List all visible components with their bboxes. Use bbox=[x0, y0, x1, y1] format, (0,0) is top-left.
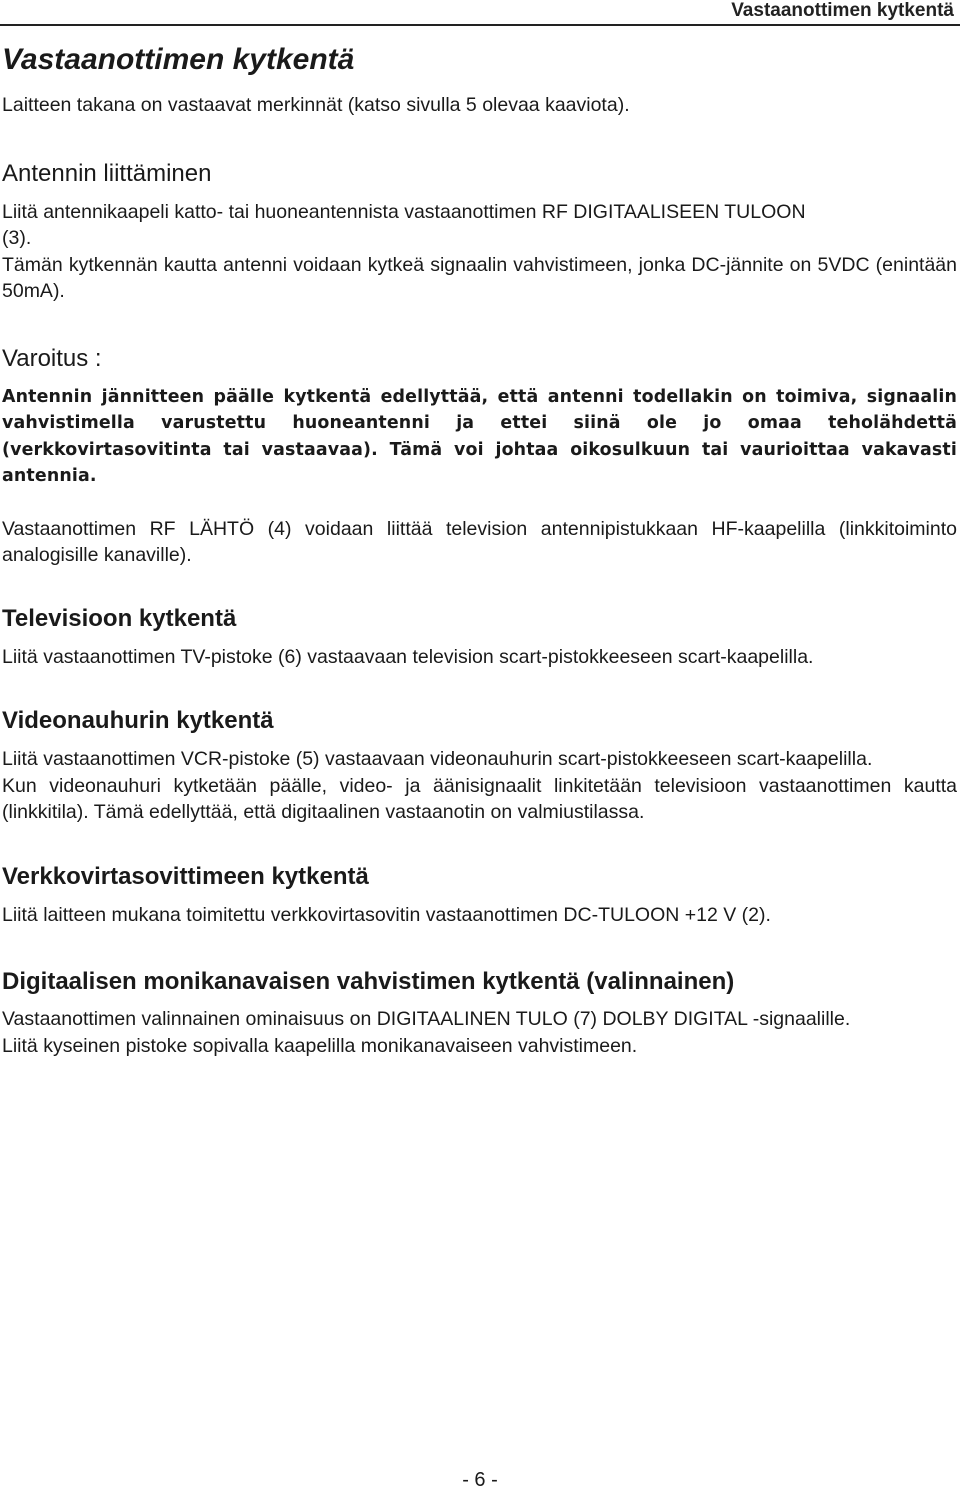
antenna-heading: Antennin liittäminen bbox=[2, 159, 212, 187]
tv-heading: Televisioon kytkentä bbox=[2, 604, 237, 632]
header-rule bbox=[0, 24, 960, 26]
power-paragraph: Liitä laitteen mukana toimitettu verkkovirtasovitin vastaanottimen DC-TULOON +12 V (2). bbox=[2, 903, 771, 926]
antenna-paragraph-line2: (3). bbox=[2, 227, 32, 249]
vcr-heading: Videonauhurin kytkentä bbox=[2, 707, 274, 734]
amplifier-paragraph-1: Vastaanottimen valinnainen ominaisuus on DIGITAALINEN TULO (7) DOLBY DIGITAL -signaalille. bbox=[2, 1008, 851, 1030]
vcr-paragraph-2: Kun videonauhuri kytketään päälle, video- ja äänisignaalit linkitetään televisioon vastaanottimen kautta (linkkitila). Tämä edellyttää, että digitaalinen vastaanotin on valmiustilassa. bbox=[2, 774, 957, 823]
warning-block bbox=[2, 343, 957, 490]
rf-out-paragraph: Vastaanottimen RF LÄHTÖ (4) voidaan liittää television antennipistukkaan HF-kaapelilla (linkkitoiminto analogisille kanaville). bbox=[2, 517, 957, 566]
amplifier-paragraph-2: Liitä kyseinen pistoke sopivalla kaapelilla monikanavaiseen vahvistimeen. bbox=[2, 1034, 638, 1057]
running-header: Vastaanottimen kytkentä bbox=[731, 0, 954, 21]
warning-heading: Varoitus : bbox=[2, 344, 102, 372]
intro-paragraph: Laitteen takana on vastaavat merkinnät (katso sivulla 5 olevaa kaaviota). bbox=[2, 94, 630, 116]
antenna-paragraph-line1: Liitä antennikaapeli katto- tai huoneantennista vastaanottimen RF DIGITAALISEEN TULOON bbox=[2, 200, 806, 223]
tv-paragraph: Liitä vastaanottimen TV-pistoke (6) vastaavaan television scart-pistokkeeseen scart-kaapelilla. bbox=[2, 645, 814, 668]
antenna-paragraph-2: Tämän kytkennän kautta antenni voidaan kytkeä signaalin vahvistimeen, jonka DC-jännite on 5VDC (enintään 50mA). bbox=[2, 253, 957, 302]
page-title: Vastaanottimen kytkentä bbox=[2, 43, 355, 76]
page-number: - 6 - bbox=[462, 1469, 498, 1491]
vcr-paragraph-1: Liitä vastaanottimen VCR-pistoke (5) vastaavaan videonauhurin scart-pistokkeeseen scart-kaapelilla. bbox=[2, 748, 873, 770]
page-content bbox=[2, 40, 957, 1059]
amplifier-heading: Digitaalisen monikanavaisen vahvistimen kytkentä (valinnainen) bbox=[2, 968, 735, 995]
power-heading: Verkkovirtasovittimeen kytkentä bbox=[2, 862, 369, 890]
warning-text: Antennin jännitteen päälle kytkentä edellyttää, että antenni todellakin on toimiva, signaalin vahvistimella varustettu huoneantenni ja ettei siinä ole jo omaa teholähdettä (verkkovirtasovitinta tai vastaavaa). Tämä voi johtaa oikosulkuun tai vaurioittaa vakavasti antennia. bbox=[2, 386, 957, 486]
